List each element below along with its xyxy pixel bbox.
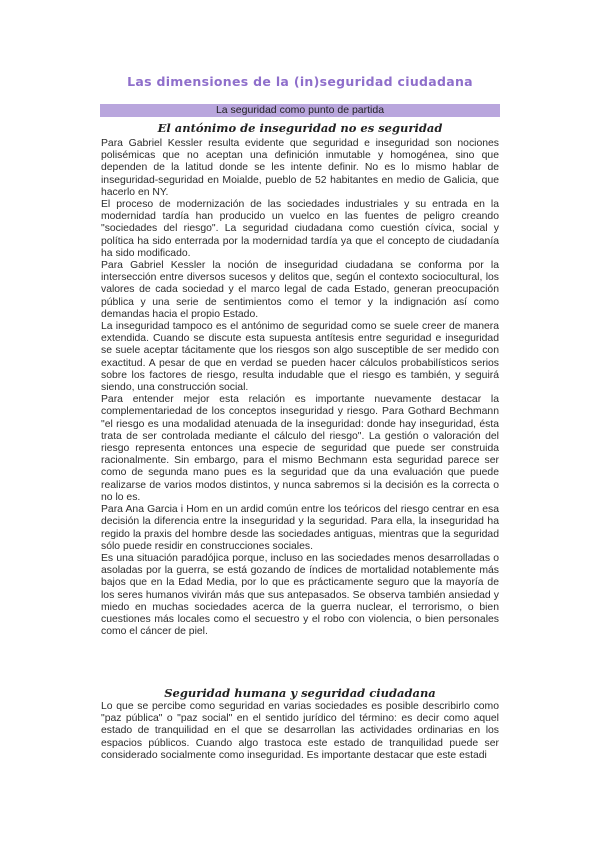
subheading-seguridad-humana: Seguridad humana y seguridad ciudadana <box>164 686 436 700</box>
paragraph: Para Ana Garcia i Hom en un ardid común entre los teóricos del riesgo centrar en esa decisión la diferencia entre la inseguridad y la seguridad. Para ella, la inseguridad ha regido la praxis del hombre desde las sociedades antiguas, mientras que la seguridad sólo puede residir en construcciones sociales. <box>101 504 499 552</box>
paragraph: El proceso de modernización de las sociedades industriales y su entrada en la modernidad tardía han producido un vuelco en las fuentes de peligro creando "sociedades del riesgo". La seguridad ciudadana como cuestión cívica, social y política ha sido enterrada por la modernidad tardía ya que el concepto de ciudadanía ha sido modificado. <box>101 199 499 259</box>
subheading-antonimo: El antónimo de inseguridad no es seguridad <box>157 121 443 135</box>
paragraph: Para Gabriel Kessler la noción de inseguridad ciudadana se conforma por la intersección entre diversos sucesos y delitos que, según el contexto sociocultural, los valores de cada sociedad y el marco legal de cada Estado, generan preocupación pública y una serie de sentimientos como el temor y la indignación así como demandas hacia el propio Estado. <box>101 260 499 320</box>
paragraph: Para Gabriel Kessler resulta evidente que seguridad e inseguridad son nociones polisémicas que no aceptan una definición inmutable y homogénea, sino que dependen de la latitud donde se les intente definir. No es lo mismo hablar de inseguridad-seguridad en Moialde, pueblo de 52 habitantes en medio de Galicia, que hacerlo en NY. <box>101 138 499 198</box>
section-band: La seguridad como punto de partida <box>100 104 500 117</box>
document-title: Las dimensiones de la (in)seguridad ciudadana <box>127 74 473 89</box>
paragraph: La inseguridad tampoco es el antónimo de seguridad como se suele creer de manera extendida. Cuando se discute esta supuesta antítesis entre seguridad e inseguridad se suele aceptar tácitamente que los riesgos son algo susceptible de ser medido con exactitud. A pesar de que en verdad se pueden hacer cálculos probabilísticos serios sobre los factores de riesgo, resulta indudable que el riesgo es también, y seguirá siendo, una construcción social. <box>101 321 499 394</box>
paragraph: Es una situación paradójica porque, incluso en las sociedades menos desarrolladas o asoladas por la guerra, se está gozando de índices de mortalidad notablemente más bajos que en la Edad Media, por lo que es prácticamente seguro que la mayoría de los seres humanos vivirán más que sus antepasados. Se observa también ansiedad y miedo en muchas sociedades acerca de la guerra nuclear, el terrorismo, o bien cuestiones más locales como el secuestro y el robo con violencia, o bien personales como el cáncer de piel. <box>101 552 499 638</box>
paragraph: Para entender mejor esta relación es importante nuevamente destacar la complementariedad de los conceptos inseguridad y riesgo. Para Gothard Bechmann "el riesgo es una modalidad atenuada de la inseguridad: donde hay inseguridad, ésta trata de ser controlada mediante el cálculo del riesgo". La gestión o valoración del riesgo representa entonces una especie de seguridad que puede ser construida racionalmente. Sin embargo, para el mismo Bechmann esta seguridad parece ser como de segunda mano pues es la seguridad que da una evaluación que puede realizarse de varios modos distintos, y nunca sabremos si la decisión es la correcta o no lo es. <box>101 394 499 503</box>
paragraph: Lo que se percibe como seguridad en varias sociedades es posible describirlo como "paz pública" o "paz social" en el sentido jurídico del término: es decir como aquel estado de tranquilidad en el que se desarrollan las actividades ordinarias en los espacios públicos. Cuando algo trastoca este estado de tranquilidad puede ser considerado socialmente como inseguridad. Es importante destacar que este estadi <box>101 701 499 761</box>
section-2-body <box>101 701 499 762</box>
section-1-body <box>101 138 499 638</box>
